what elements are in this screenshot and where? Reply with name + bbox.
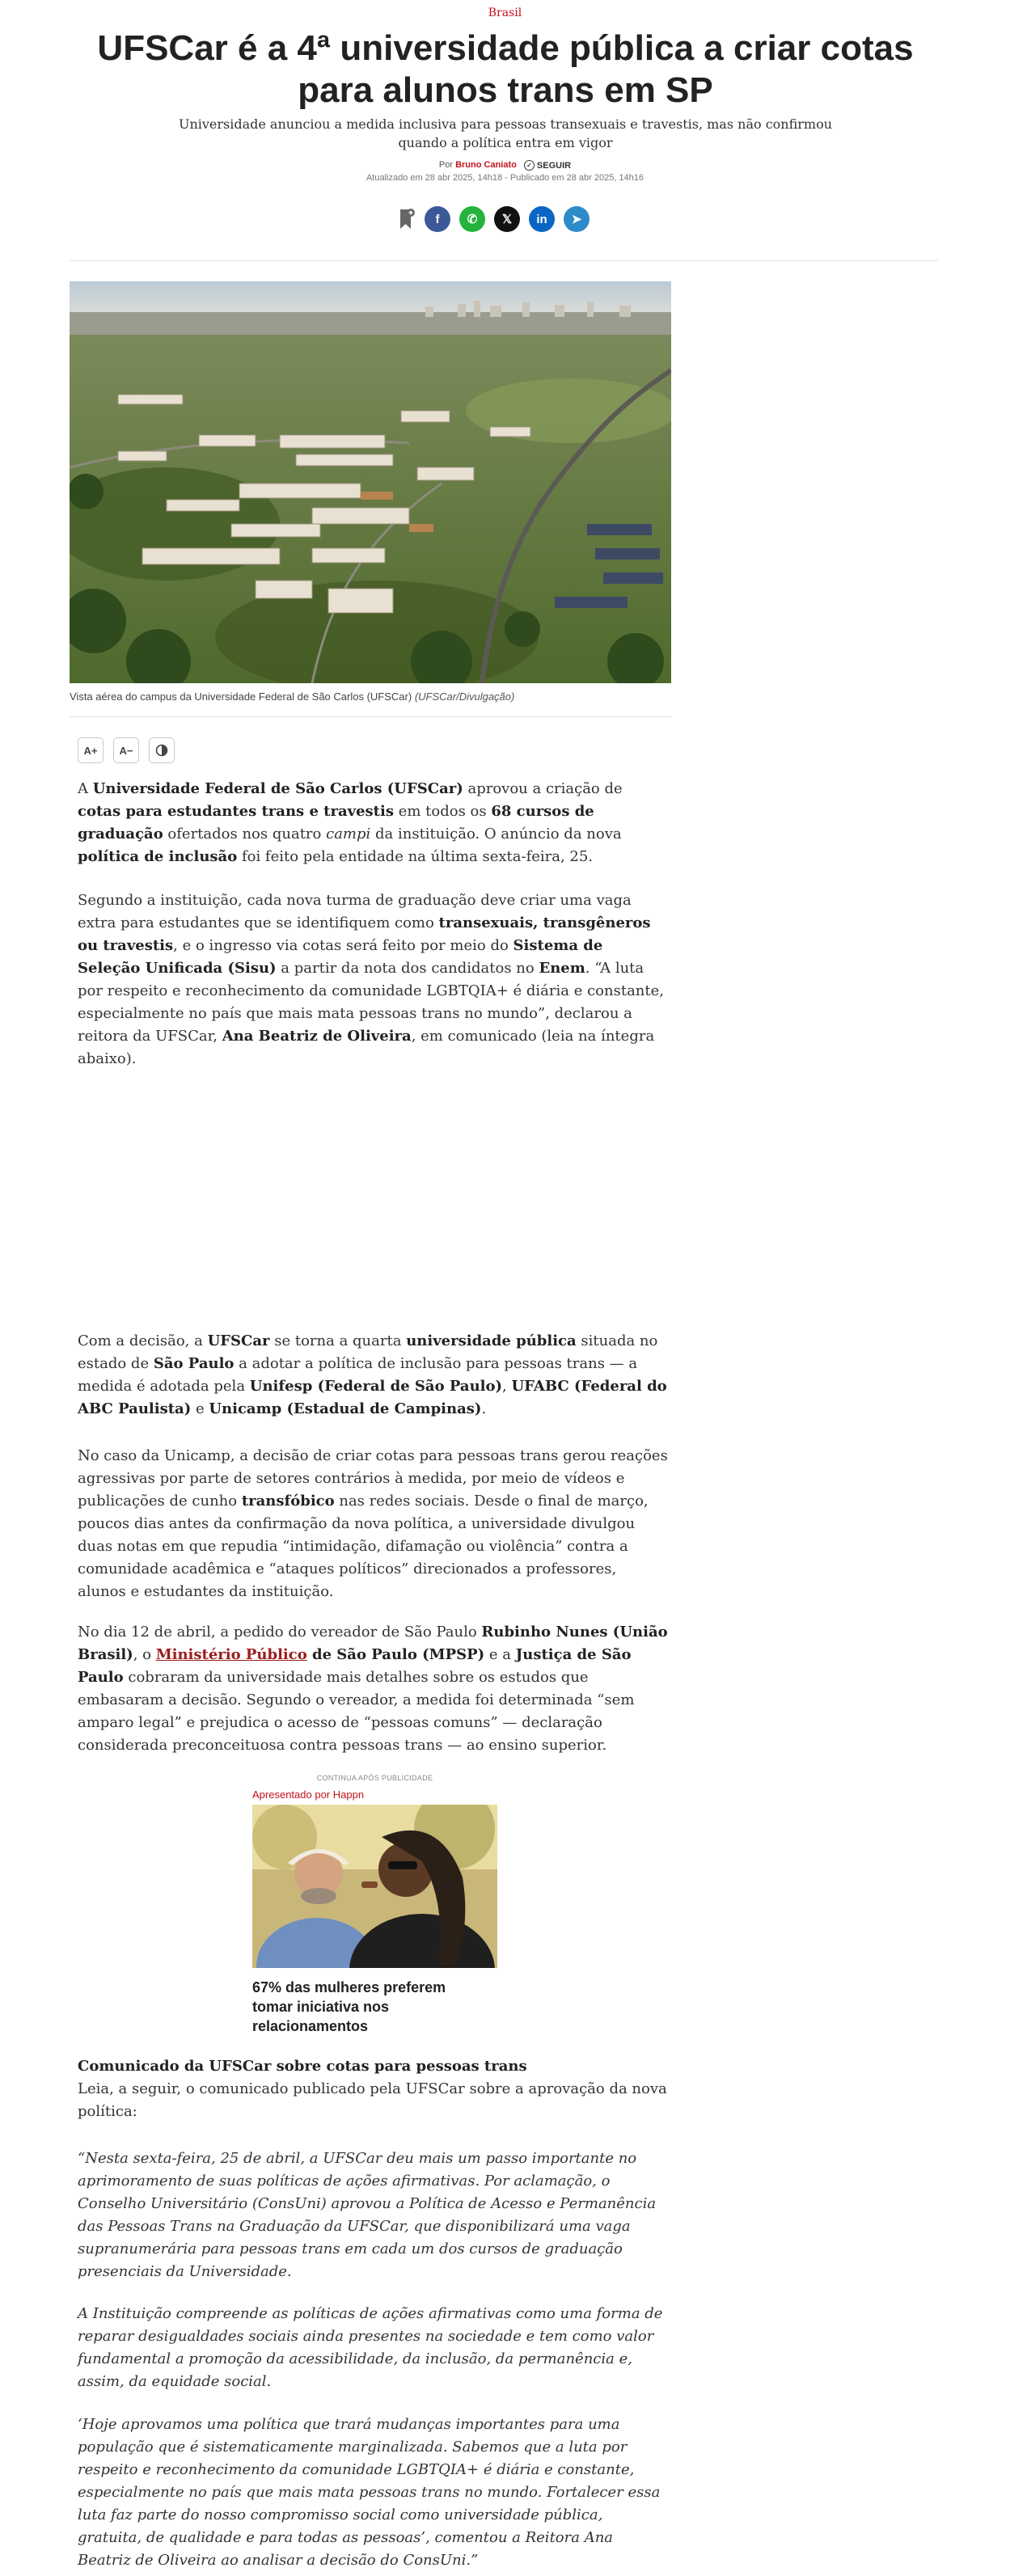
ad-image[interactable]	[252, 1805, 497, 1968]
bold-text: cotas para estudantes trans e travestis	[78, 803, 394, 820]
subheadline: Universidade anunciou a medida inclusiva para pessoas transexuais e travestis, mas não confirmou quando a política entra em vigor	[178, 116, 833, 150]
italic-text: campi	[326, 826, 371, 842]
text: nas redes sociais. Desde o final de março, poucos dias antes da confirmação da nova política, a universidade divulgou duas notas em que repudia “intimidação, difamação ou violência” contra a comunidade acadêmica e “ataques políticos” direcionados a professores, alunos e estudantes da instituição.	[78, 1493, 649, 1600]
text: da instituição. O anúncio da nova	[370, 826, 622, 842]
bold-text: Enem	[539, 960, 585, 977]
byline	[0, 160, 1010, 171]
quote-paragraph-3: ‘Hoje aprovamos uma política que trará mudanças importantes para uma população que é sistematicamente marginalizada. Sabemos que a luta por respeito e reconhecimento da comunidade LGBTQIA+ é diária e constante, especialmente no país que mais mata pessoas trans no mundo. Fortalecer essa luta faz parte do nosso compromisso social como universidade pública, gratuita, de qualidade e para todas as pessoas’, comentou a Reitora Ana Beatriz de Oliveira ao analisar a decisão do ConsUni.”	[78, 2416, 661, 2569]
follow-button[interactable]	[524, 160, 571, 171]
text: situada no estado de	[78, 1332, 658, 1372]
whatsapp-icon[interactable]: ✆	[459, 206, 485, 232]
bold-text: universidade pública	[406, 1332, 577, 1349]
text-tools	[78, 737, 175, 763]
follow-label: SEGUIR	[536, 160, 572, 171]
bold-text: de São Paulo (MPSP)	[306, 1646, 485, 1663]
header-divider	[70, 260, 938, 261]
text: a partir da nota dos candidatos no	[276, 960, 539, 977]
text: em todos os	[393, 803, 492, 820]
text: A	[78, 780, 93, 797]
check-icon: ✓	[524, 160, 535, 171]
ad-title[interactable]: 67% das mulheres preferem tomar iniciativa nos relacionamentos	[252, 1979, 446, 2034]
photo-credit: (UFSCar/Divulgação)	[414, 690, 515, 703]
contrast-icon[interactable]	[149, 737, 175, 763]
text: e	[191, 1400, 209, 1417]
text: aprovou a criação de	[463, 780, 623, 797]
bookmark-icon[interactable]	[398, 206, 416, 232]
ad-label: CONTINUA APÓS PUBLICIDADE	[316, 1774, 433, 1782]
text: No dia 12 de abril, a pedido do vereador de São Paulo	[78, 1624, 482, 1641]
text: , o	[133, 1646, 156, 1663]
paragraph-5	[78, 1621, 668, 1757]
bold-text: UFSCar	[207, 1332, 270, 1349]
text: .	[481, 1400, 487, 1417]
caption-text: Vista aérea do campus da Universidade Federal de São Carlos (UFSCar)	[70, 690, 412, 703]
font-increase-button[interactable]: A+	[78, 737, 104, 763]
bold-text: São Paulo	[153, 1355, 235, 1372]
bold-text: Comunicado da UFSCar sobre cotas para pessoas trans	[78, 2058, 527, 2075]
ministerio-publico-link[interactable]: Ministério Público	[155, 1646, 307, 1663]
statement-intro: Leia, a seguir, o comunicado publicado pela UFSCar sobre a aprovação da nova política:	[78, 2080, 667, 2120]
quote-paragraph-2: A Instituição compreende as políticas de ações afirmativas como uma forma de reparar desigualdades sociais ainda presentes na sociedade e tem como valor fundamental a promoção da acessibilidade, da inclusão, da permanência e, assim, da equidade social.	[78, 2305, 663, 2390]
bold-text: Universidade Federal de São Carlos (UFSCar)	[92, 780, 463, 797]
text: , e o ingresso via cotas será feito por meio do	[173, 937, 513, 954]
paragraph-2	[78, 889, 668, 1071]
text: . “A luta por respeito e reconhecimento da comunidade LGBTQIA+ é diária e constante, especialmente no país que mais mata pessoas trans no mundo”, declarou a reitora da UFSCar,	[78, 960, 665, 1045]
text: a adotar a política de inclusão para pessoas trans — a medida é adotada pela	[78, 1355, 638, 1395]
paragraph-3	[78, 1330, 668, 1421]
text: e a	[484, 1646, 516, 1663]
text: No caso da Unicamp, a decisão de criar cotas para pessoas trans gerou reações agressivas por parte de setores contrários à medida, por meio de vídeos e publicações de cunho	[78, 1447, 668, 1510]
bold-text: política de inclusão	[78, 848, 238, 865]
facebook-icon[interactable]: f	[425, 206, 450, 232]
campus-photo	[70, 281, 671, 683]
photo-caption	[70, 690, 514, 703]
paragraph-1	[78, 778, 668, 868]
quote-paragraph-1: “Nesta sexta-feira, 25 de abril, a UFSCar deu mais um passo importante no aprimoramento de suas políticas de ações afirmativas. Por aclamação, o Conselho Universitário (ConsUni) aprovou a Política de Acesso e Permanência das Pessoas Trans na Graduação da UFSCar, que disponibilizará uma vaga supranumerária para pessoas trans em cada um dos cursos de graduação presenciais da Universidade.	[78, 2150, 657, 2280]
section-tag[interactable]: Brasil	[488, 6, 522, 19]
x-icon[interactable]: 𝕏	[494, 206, 520, 232]
linkedin-icon[interactable]: in	[529, 206, 555, 232]
bold-text: UFABC (Federal do ABC Paulista)	[78, 1378, 667, 1417]
text: Com a decisão, a	[78, 1332, 208, 1349]
statement-heading	[78, 2055, 668, 2078]
bold-text: Ana Beatriz de Oliveira	[222, 1028, 412, 1045]
author-link[interactable]: Bruno Caniato	[455, 160, 517, 170]
telegram-icon[interactable]: ➤	[564, 206, 590, 232]
ad-sponsor[interactable]: Apresentado por Happn	[252, 1788, 365, 1801]
page-title: UFSCar é a 4ª universidade pública a criar cotas para alunos trans em SP	[97, 28, 914, 110]
byline-prefix: Por	[438, 160, 454, 170]
text: , em comunicado (leia na íntegra abaixo).	[78, 1028, 655, 1067]
bold-text: Justiça de São Paulo	[78, 1646, 632, 1686]
bold-text: transfóbico	[241, 1493, 335, 1510]
bold-text: transexuais, transgêneros ou travestis	[78, 914, 651, 954]
font-decrease-button[interactable]: A−	[113, 737, 139, 763]
bold-text: Rubinho Nunes (União Brasil)	[78, 1624, 668, 1663]
bold-text: 68 cursos de graduação	[78, 803, 594, 842]
text: ,	[502, 1378, 512, 1395]
text: ofertados nos quatro	[163, 826, 327, 842]
publish-dates: Atualizado em 28 abr 2025, 14h18 - Publicado em 28 abr 2025, 14h16	[366, 173, 644, 183]
share-bar	[398, 206, 590, 232]
bold-text: Unicamp (Estadual de Campinas)	[209, 1400, 482, 1417]
text: cobraram da universidade mais detalhes sobre os estudos que embasaram a decisão. Segundo o vereador, a medida foi determinada “sem amparo legal” e prejudica o acesso de “pessoas comuns” — declaração considerada preconceituosa contra pessoas trans — ao ensino superior.	[78, 1669, 635, 1754]
text: se torna a quarta	[269, 1332, 407, 1349]
bold-text: Unifesp (Federal de São Paulo)	[249, 1378, 503, 1395]
text: foi feito pela entidade na última sexta-feira, 25.	[237, 848, 594, 865]
bold-text: Sistema de Seleção Unificada (Sisu)	[78, 937, 603, 977]
caption-divider	[70, 716, 671, 717]
paragraph-4	[78, 1445, 668, 1603]
text: Segundo a instituição, cada nova turma de graduação deve criar uma vaga extra para estudantes que se identifiquem como	[78, 892, 632, 931]
